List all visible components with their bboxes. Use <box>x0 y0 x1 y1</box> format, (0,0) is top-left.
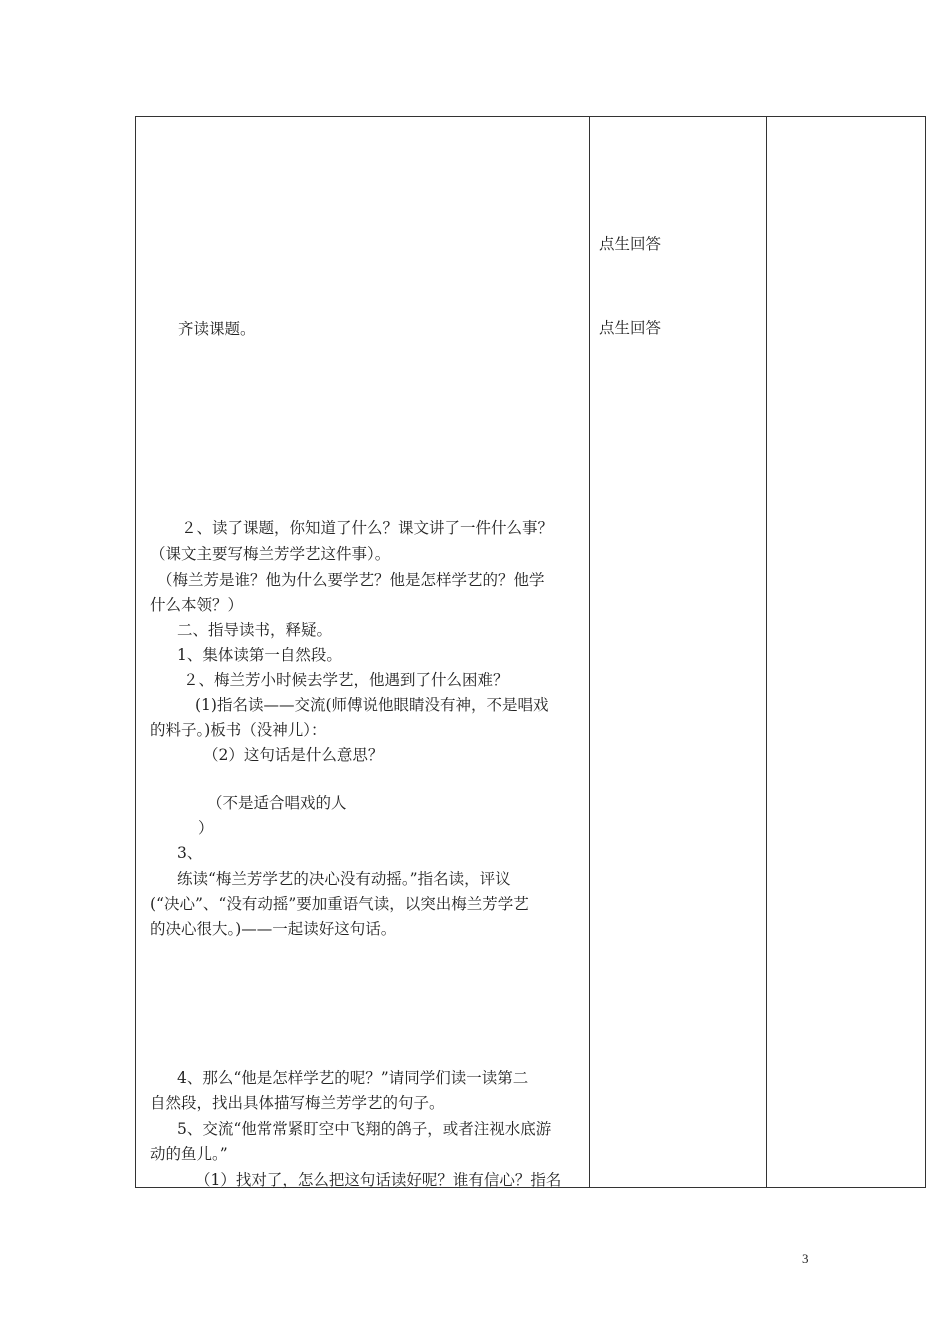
text-line: 什么本领？） <box>150 596 244 614</box>
text-line: (1)指名读——交流(师傅说他眼睛没有神，不是唱戏 <box>195 696 549 714</box>
text-line: 点生回答 <box>599 235 662 253</box>
text-line: 练读“梅兰芳学艺的决心没有动摇。”指名读，评议 <box>177 870 511 888</box>
text-line: ） <box>198 819 214 837</box>
text-line: （2）这句话是什么意思？ <box>203 746 384 764</box>
text-line: 二、指导读书，释疑。 <box>177 621 333 639</box>
text-line: 5、交流“他常常紧盯空中飞翔的鸽子，或者注视水底游 <box>177 1120 552 1138</box>
text-line: 4、那么“他是怎样学艺的呢？”请同学们读一读第二 <box>177 1069 529 1087</box>
column-divider <box>589 117 590 1187</box>
text-line: 自然段，找出具体描写梅兰芳学艺的句子。 <box>150 1094 445 1112</box>
text-line: 点生回答 <box>599 319 662 337</box>
text-line: 齐读课题。 <box>178 320 256 338</box>
text-line: 3、 <box>177 844 203 862</box>
text-line: （不是适合唱戏的人 <box>207 794 347 812</box>
text-line: ２、读了课题，你知道了什么？课文讲了一件什么事？ <box>181 519 554 537</box>
text-line: 的料子。)板书（没神儿）： <box>150 721 327 739</box>
text-line: （1）找对了，怎么把这句话读好呢？谁有信心？指名 <box>195 1171 562 1189</box>
text-line: (“决心”、“没有动摇”要加重语气读，以突出梅兰芳学艺 <box>150 895 529 913</box>
text-line: （梅兰芳是谁？他为什么要学艺？他是怎样学艺的？他学 <box>157 571 545 589</box>
text-line: ２、梅兰芳小时候去学艺，他遇到了什么困难？ <box>183 671 509 689</box>
lesson-plan-table <box>135 116 926 1188</box>
text-line: 1、集体读第一自然段。 <box>177 646 342 664</box>
column-divider <box>766 117 767 1187</box>
page-number: 3 <box>802 1251 809 1266</box>
text-line: （课文主要写梅兰芳学艺这件事）。 <box>150 545 391 563</box>
text-line: 动的鱼儿。” <box>150 1145 228 1163</box>
text-line: 的决心很大。)——一起读好这句话。 <box>150 920 397 938</box>
